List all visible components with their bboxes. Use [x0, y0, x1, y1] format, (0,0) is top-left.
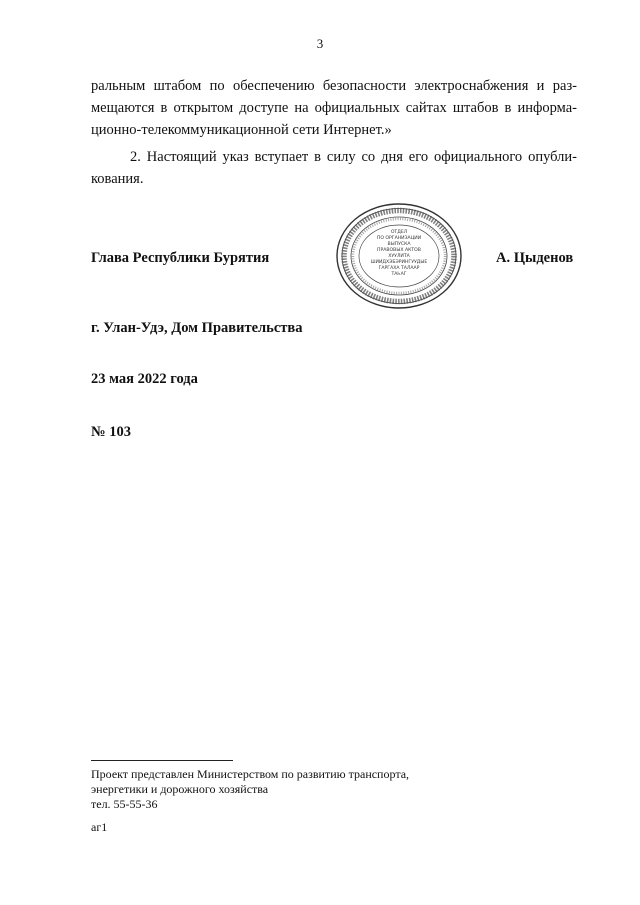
- decree-date: 23 мая 2022 года: [91, 371, 198, 387]
- footnote-line: Проект представлен Министерством по развитию транспорта,: [91, 767, 410, 781]
- seal-line: ВЫПУСКА: [387, 242, 411, 247]
- paragraph-2-line: кования.: [91, 171, 144, 187]
- seal-line: ОТДЕЛ: [390, 230, 408, 235]
- seal-line: ШИИДХЭБЭРИНГУУДЫЕ: [370, 260, 428, 265]
- seal-line: ГАРГАХА ТАЛААР: [378, 266, 420, 271]
- paragraph-1-line: мещаются в открытом доступе на официальных сайтах штабов в информа-: [91, 100, 577, 116]
- place-of-signing: г. Улан-Удэ, Дом Правительства: [91, 320, 303, 336]
- paragraph-2-line: 2. Настоящий указ вступает в силу со дня его официального опубли-: [130, 149, 577, 165]
- paragraph-1-line: ральным штабом по обеспечению безопасности электроснабжения и раз-: [91, 78, 577, 94]
- footnote-line: тел. 55-55-36: [91, 797, 158, 811]
- document-code: аг1: [91, 820, 108, 834]
- paragraph-1-line: ционно-телекоммуникационной сети Интернет.»: [91, 122, 392, 138]
- page-number: 3: [316, 36, 324, 51]
- signatory-title: Глава Республики Бурятия: [91, 250, 270, 266]
- footnote-divider: [91, 760, 233, 761]
- footnote-line: энергетики и дорожного хозяйства: [91, 782, 269, 796]
- seal-line: ПРАВОВЫХ АКТОВ: [377, 248, 421, 253]
- paragraph-1: [91, 75, 577, 141]
- seal-line: ТАҺАГ: [391, 272, 407, 277]
- decree-number: № 103: [91, 424, 131, 440]
- seal-line: ХУУЛИТА: [388, 254, 410, 259]
- official-seal-stamp: [334, 202, 464, 310]
- paragraph-2: [91, 146, 577, 190]
- signatory-name: А. Цыденов: [496, 250, 574, 266]
- seal-line: ПО ОРГАНИЗАЦИИ: [376, 236, 422, 241]
- footnote: [91, 767, 409, 812]
